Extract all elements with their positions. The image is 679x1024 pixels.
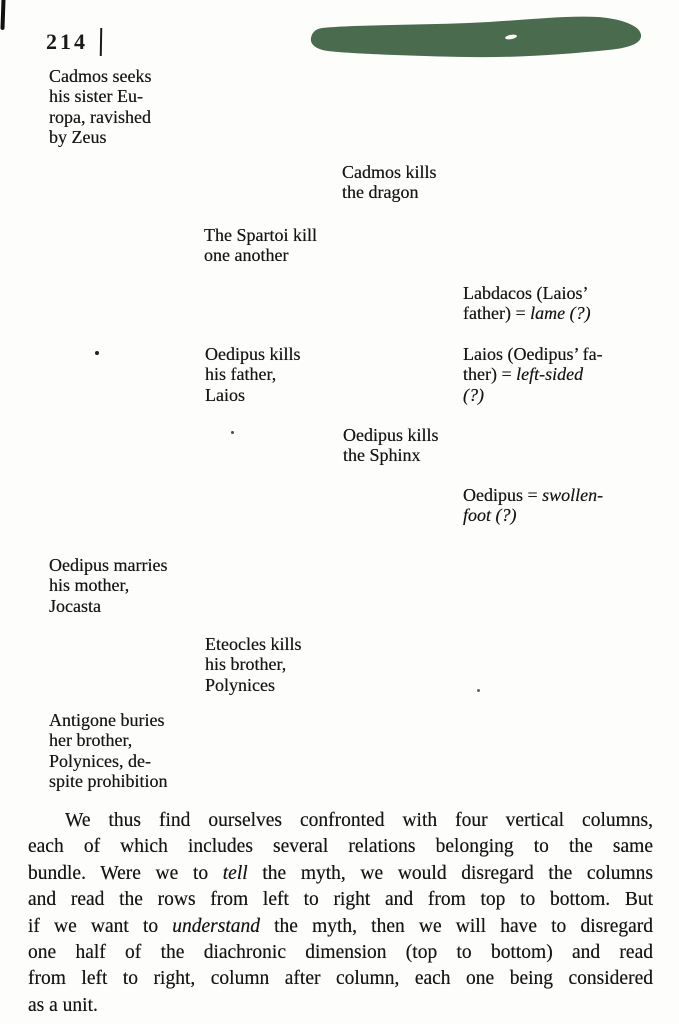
ink-speck: [477, 689, 480, 692]
text: Oedipus =: [463, 485, 543, 505]
italic-text: (?): [463, 384, 484, 405]
text: the myth, then we will have to disregard: [260, 915, 653, 937]
myth-cell-oedipus-swollen-foot: [463, 485, 603, 526]
myth-cell-line: [204, 245, 317, 265]
myth-cell-laios-left-sided: [463, 344, 603, 405]
text: his mother,: [49, 575, 130, 596]
italic-text: foot (?): [463, 505, 517, 526]
text: ther) =: [463, 364, 517, 385]
myth-cell-line: [49, 575, 167, 595]
myth-cell-line: [205, 654, 301, 674]
paragraph-line: [28, 940, 653, 966]
myth-cell-line: [49, 730, 168, 750]
paragraph-line: [28, 993, 653, 1019]
text: by Zeus: [49, 127, 107, 148]
myth-cell-line: [342, 182, 437, 202]
text: spite prohibition: [49, 771, 168, 792]
myth-cell-line: [49, 596, 167, 616]
text: ropa, ravished: [49, 106, 151, 127]
myth-cell-line: [205, 344, 301, 364]
text: his brother,: [205, 654, 287, 675]
italic-text: swollen-: [542, 485, 604, 505]
text: each of which includes several relations belonging to the same: [28, 836, 653, 858]
text: Eteocles kills: [205, 634, 302, 654]
myth-cell-line: [463, 385, 603, 405]
myth-cell-line: [49, 710, 168, 730]
myth-cell-line: [205, 634, 301, 654]
text: if we want to: [28, 915, 173, 937]
text: one half of the diachronic dimension (top to bottom) and read: [28, 942, 653, 964]
text: from left to right, column after column, each one being considered: [28, 968, 653, 990]
paragraph-line: [28, 861, 653, 887]
ink-speck: [95, 351, 99, 355]
text: the dragon: [342, 182, 419, 203]
text: Antigone buries: [49, 710, 165, 730]
text: Oedipus marries: [49, 555, 168, 575]
paragraph-line: [28, 914, 653, 940]
paragraph-line: [28, 808, 653, 834]
myth-cell-line: [205, 385, 301, 405]
text: the Sphinx: [343, 445, 421, 466]
paragraph-line: [28, 834, 653, 860]
text: and read the rows from left to right and from top to bottom. But: [28, 889, 653, 911]
myth-cell-cadmos-kills-dragon: [342, 162, 437, 203]
myth-cell-line: [463, 303, 591, 323]
text: one another: [204, 245, 289, 266]
text: bundle. Were we to: [28, 862, 223, 884]
myth-cell-line: [343, 445, 439, 465]
text: Oedipus kills: [343, 425, 439, 445]
text: Laios (Oedipus’ fa-: [463, 344, 603, 364]
myth-cell-oedipus-kills-laios: [205, 344, 301, 405]
myth-cell-line: [463, 283, 591, 303]
text: the myth, we would disregard the columns: [247, 862, 653, 884]
myth-cell-line: [205, 364, 301, 384]
text: Labdacos (Laios’: [463, 283, 589, 303]
myth-cell-oedipus-marries-jocasta: [49, 555, 167, 616]
myth-cell-line: [205, 675, 301, 695]
myth-cell-spartoi-kill-one-another: [204, 225, 317, 266]
myth-cell-line: [49, 127, 152, 147]
myth-cell-line: [463, 505, 603, 525]
text: Polynices, de-: [49, 750, 151, 771]
myth-cell-labdacos-lame: [463, 283, 591, 324]
myth-cell-line: [49, 771, 168, 791]
text: Cadmos seeks: [49, 66, 152, 86]
text: We thus find ourselves confronted with four vertical columns,: [65, 810, 653, 831]
text: her brother,: [49, 730, 133, 751]
text: Jocasta: [49, 595, 101, 616]
myth-cell-line: [342, 162, 437, 182]
text: father) =: [463, 303, 531, 324]
text: The Spartoi kill: [204, 225, 317, 245]
paragraph-line: [28, 887, 653, 913]
myth-cell-cadmos-seeks-europa: [49, 66, 152, 148]
myth-cell-line: [463, 485, 603, 505]
myth-cell-line: [343, 425, 439, 445]
text: as a unit.: [28, 994, 98, 1016]
myth-cell-line: [463, 364, 603, 384]
text: Laios: [205, 384, 245, 405]
italic-text: understand: [172, 915, 260, 937]
myth-cell-line: [49, 751, 168, 771]
myth-cell-line: [49, 86, 152, 106]
myth-cell-line: [49, 555, 167, 575]
ink-speck: [231, 431, 234, 434]
italic-text: left-sided: [516, 364, 584, 385]
body-paragraph: [28, 808, 653, 1019]
myth-cell-line: [204, 225, 317, 245]
myth-cell-line: [463, 344, 603, 364]
paragraph-line: [28, 966, 653, 992]
text: his father,: [205, 364, 277, 385]
myth-cell-antigone-buries-polynices: [49, 710, 168, 792]
italic-text: lame (?): [530, 303, 591, 324]
myth-cell-line: [49, 66, 152, 86]
myth-cell-oedipus-kills-sphinx: [343, 425, 439, 466]
text: his sister Eu-: [49, 86, 143, 107]
text: Cadmos kills: [342, 162, 437, 182]
myth-cell-line: [49, 107, 152, 127]
text: Oedipus kills: [205, 344, 301, 364]
italic-text: tell: [222, 862, 248, 884]
text: Polynices: [205, 674, 275, 695]
page-number: 214: [46, 29, 88, 54]
myth-cell-eteocles-kills-polynices: [205, 634, 301, 695]
